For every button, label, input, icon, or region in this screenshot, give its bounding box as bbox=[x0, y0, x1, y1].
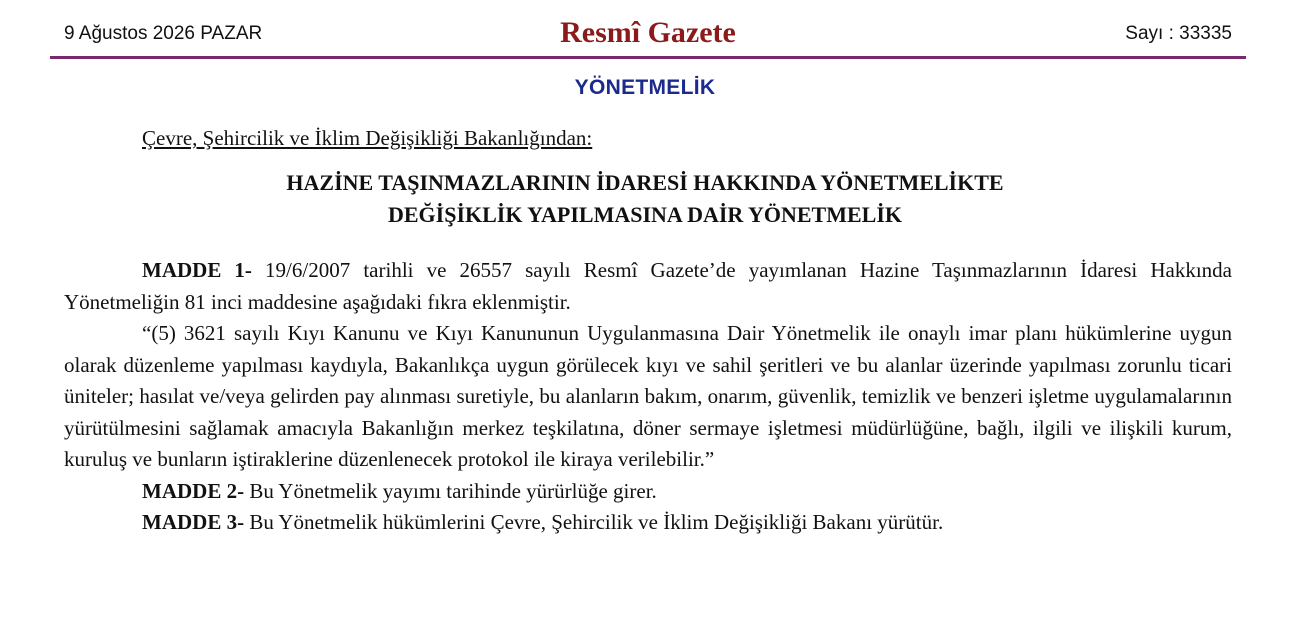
article-1-text: 19/6/2007 tarihli ve 26557 sayılı Resmî Gazete’de yayımlanan Hazine Taşınmazlarının İdaresi Hakkında Yönetmeliğin 81 inci maddesine aşağıdaki fıkra eklenmiştir. bbox=[64, 258, 1232, 314]
article-1-label: MADDE 1- bbox=[142, 258, 252, 282]
publication-date: 9 Ağustos 2026 PAZAR bbox=[64, 23, 263, 44]
article-3-label: MADDE 3- bbox=[142, 510, 245, 534]
issue-number: Sayı : 33335 bbox=[1125, 23, 1232, 44]
header-divider bbox=[50, 56, 1246, 59]
regulation-body bbox=[64, 255, 1232, 539]
article-2 bbox=[64, 476, 1232, 508]
regulation-title-line-1: HAZİNE TAŞINMAZLARININ İDARESİ HAKKINDA YÖNETMELİKTE bbox=[286, 170, 1004, 195]
article-3 bbox=[64, 507, 1232, 539]
gazette-header bbox=[50, 14, 1246, 56]
gazette-title: Resmî Gazete bbox=[560, 16, 736, 49]
article-1 bbox=[64, 255, 1232, 318]
amendment-quote: “(5) 3621 sayılı Kıyı Kanunu ve Kıyı Kanununun Uygulanmasına Dair Yönetmelik ile onaylı imar planı hükümlerine uygun olarak düzenleme yapılması kaydıyla, Bakanlıkça uygun görülecek kıyı ve sahil şeritleri ve bu alanlar üzerinde yapılması zorunlu ticari üniteler; hasılat ve/veya gelirden pay alınması suretiyle, bu alanların bakım, onarım, güvenlik, temizlik ve benzeri işletme uygulamalarının yürütülmesini sağlamak amacıyla Bakanlığın merkez teşkilatına, döner sermaye işletmesi müdürlüğüne, bağlı, ilgili ve ilişkili kurum, kuruluş ve bunların iştiraklerine düzenlenecek protokol ile kiraya verilebilir.” bbox=[64, 321, 1232, 471]
section-label: YÖNETMELİK bbox=[574, 76, 716, 99]
issuing-ministry: Çevre, Şehircilik ve İklim Değişikliği Bakanlığından: bbox=[142, 126, 593, 150]
article-2-text: Bu Yönetmelik yayımı tarihinde yürürlüğe girer. bbox=[244, 478, 657, 503]
regulation-title bbox=[0, 167, 1290, 231]
article-3-text: Bu Yönetmelik hükümlerini Çevre, Şehircilik ve İklim Değişikliği Bakanı yürütür. bbox=[244, 510, 944, 534]
article-2-label: MADDE 2- bbox=[142, 478, 245, 503]
regulation-title-line-2: DEĞİŞİKLİK YAPILMASINA DAİR YÖNETMELİK bbox=[387, 202, 903, 227]
